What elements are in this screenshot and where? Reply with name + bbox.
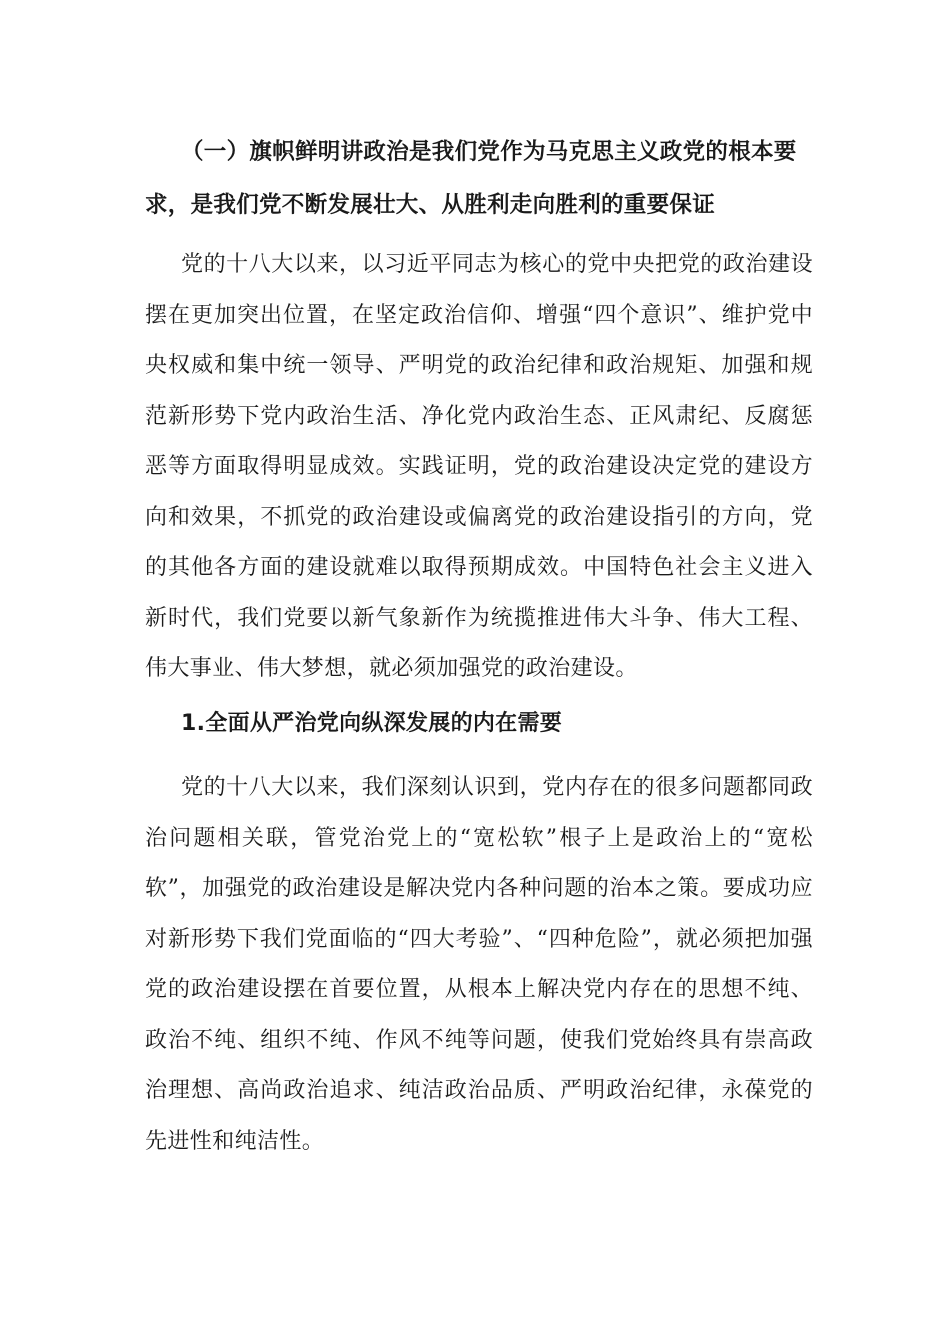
section-heading: （一）旗帜鲜明讲政治是我们党作为马克思主义政党的根本要求，是我们党不断发展壮大、从胜利走向胜利的重要保证 bbox=[145, 139, 797, 218]
body-paragraph-2: 党的十八大以来，我们深刻认识到，党内存在的很多问题都同政治问题相关联，管党治党上的“宽松软”根子上是政治上的“宽松软”，加强党的政治建设是解决党内各种问题的治本之策。要成功应对新形势下我们党面临的“四大考验”、“四种危险”，就必须把加强党的政治建设摆在首要位置，从根本上解决党内存在的思想不纯、政治不纯、组织不纯、作风不纯等问题，使我们党始终具有崇高政治理想、高尚政治追求、纯洁政治品质、严明政治纪律，永葆党的先进性和纯洁性。 bbox=[145, 775, 813, 1154]
subheading: 1.全面从严治党向纵深发展的内在需要 bbox=[181, 711, 563, 736]
body-paragraph-1: 党的十八大以来，以习近平同志为核心的党中央把党的政治建设摆在更加突出位置，在坚定政治信仰、增强“四个意识”、维护党中央权威和集中统一领导、严明党的政治纪律和政治规矩、加强和规范新形势下党内政治生活、净化党内政治生态、正风肃纪、反腐惩恶等方面取得明显成效。实践证明，党的政治建设决定党的建设方向和效果，不抓党的政治建设或偏离党的政治建设指引的方向，党的其他各方面的建设就难以取得预期成效。中国特色社会主义进入新时代，我们党要以新气象新作为统揽推进伟大斗争、伟大工程、伟大事业、伟大梦想，就必须加强党的政治建设。 bbox=[145, 252, 813, 681]
